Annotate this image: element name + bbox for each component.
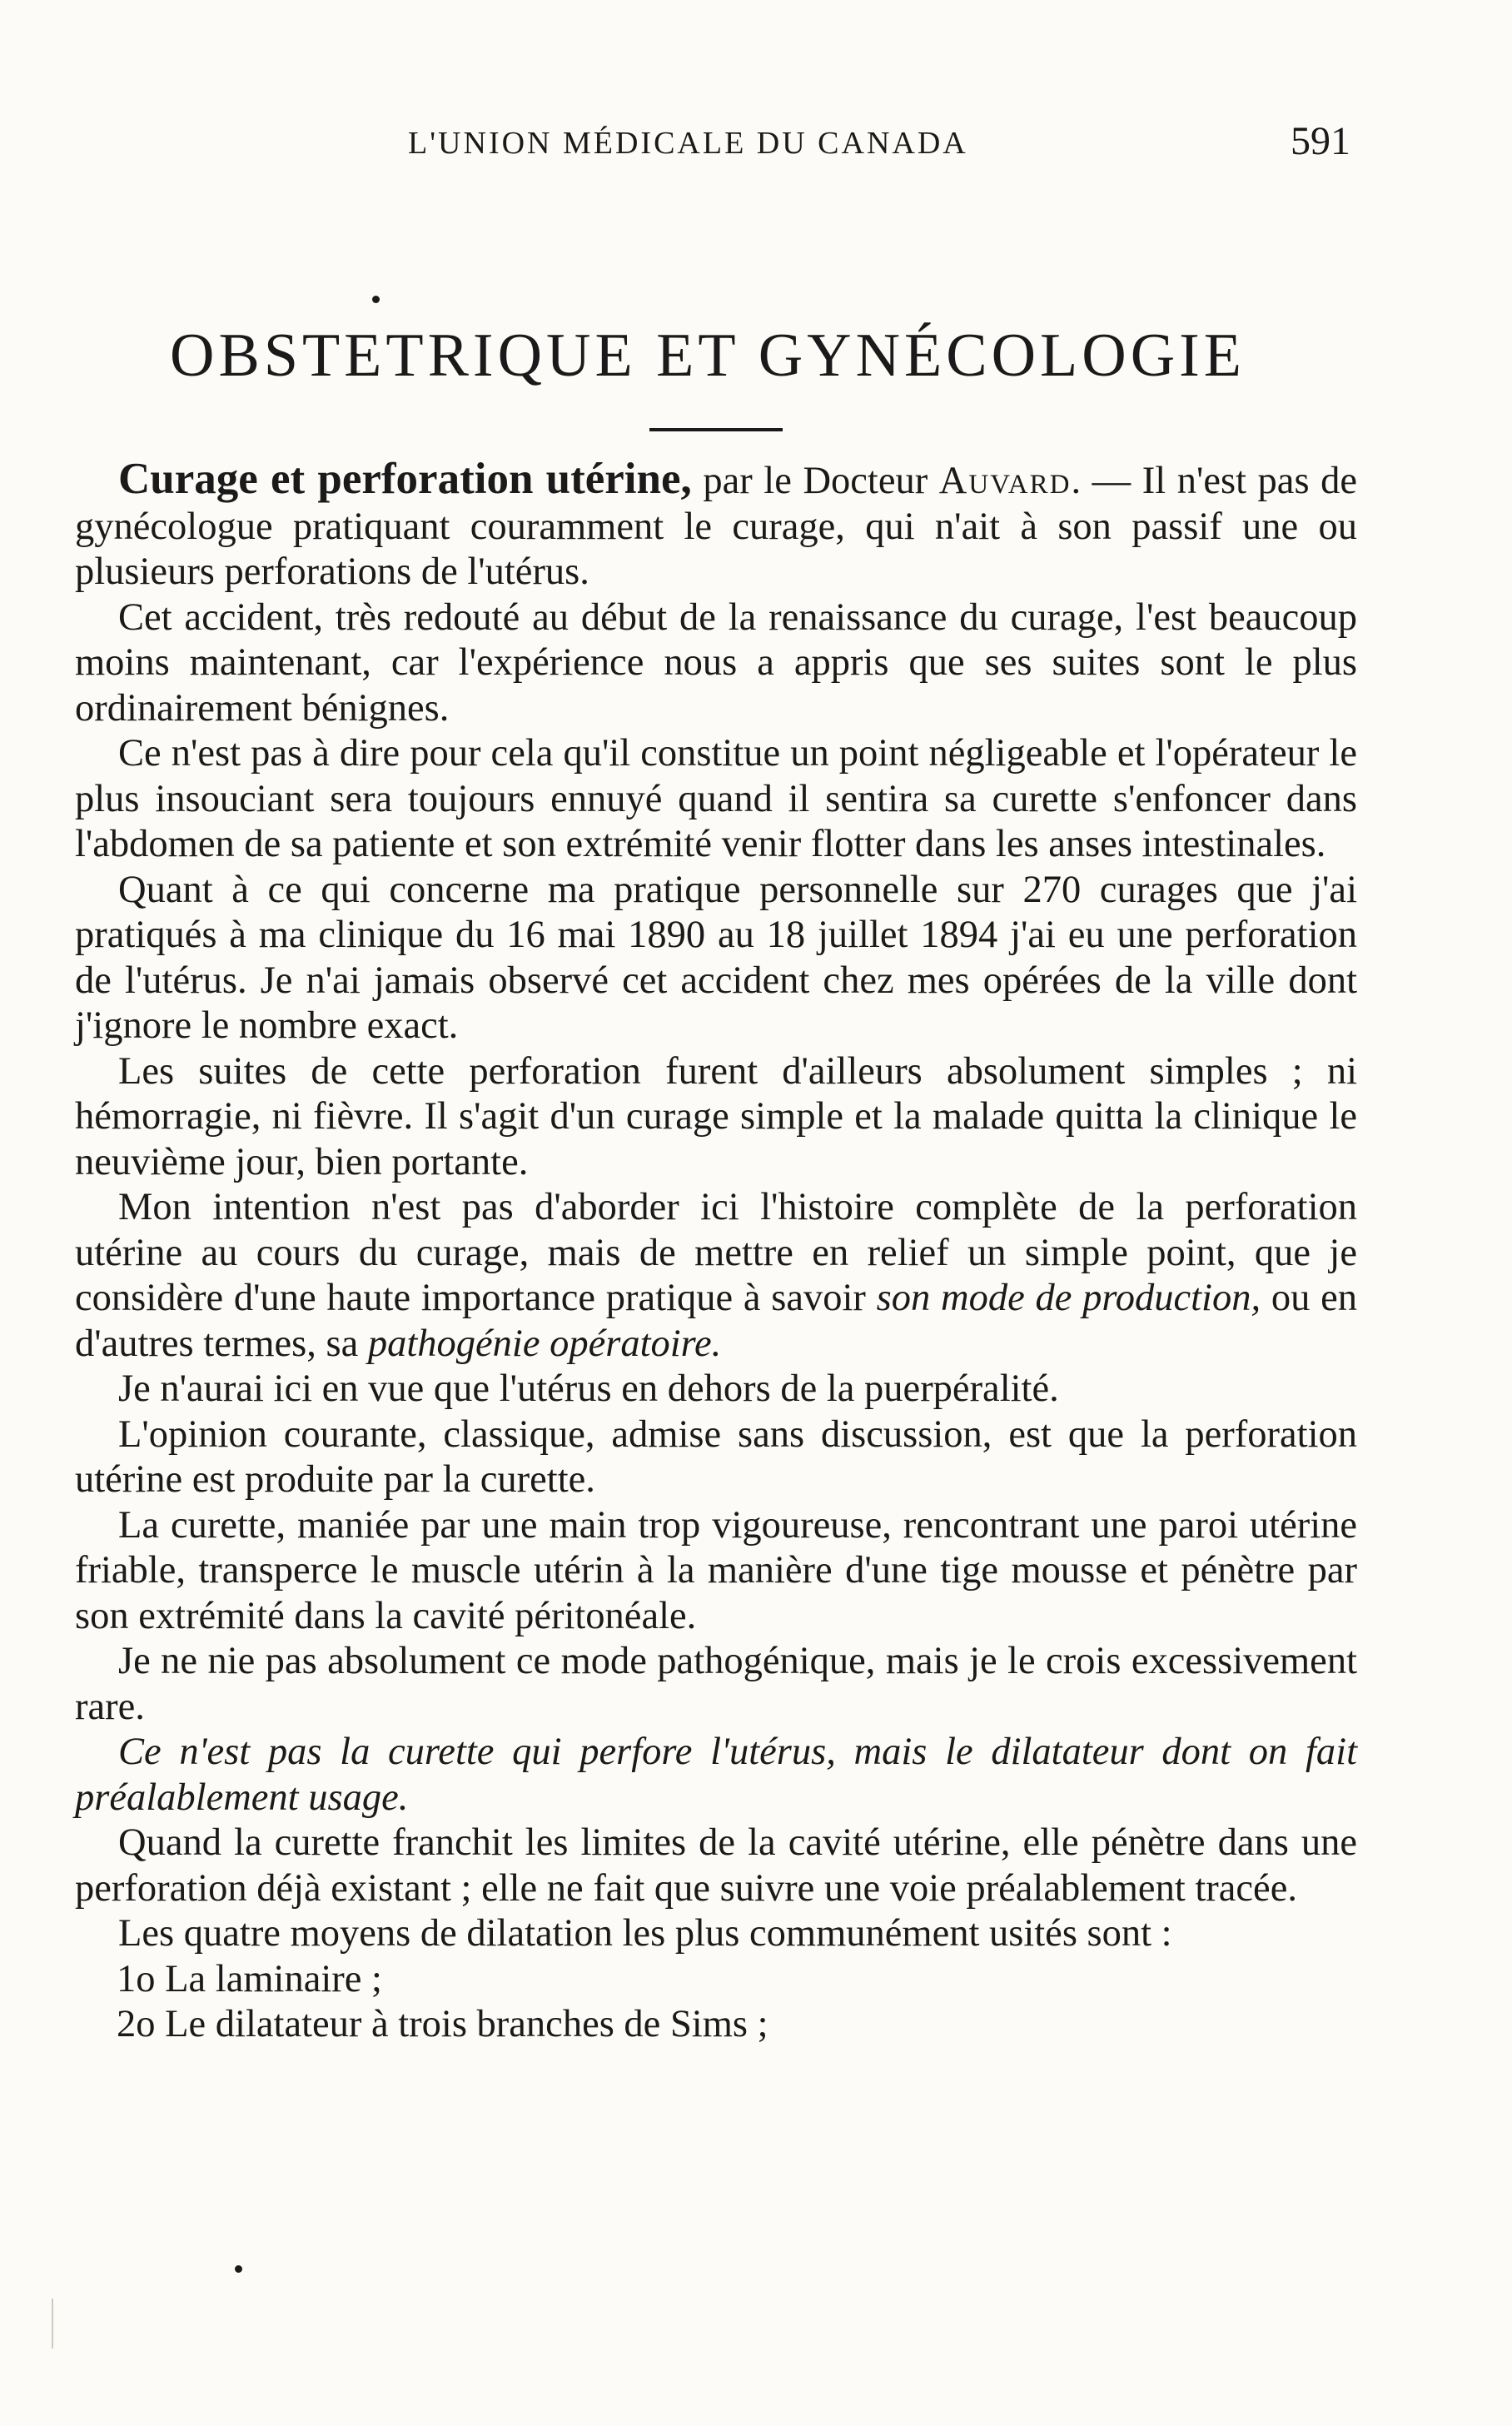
paragraph: Je n'aurai ici en vue que l'utérus en dehors de la puerpéralité.: [118, 1367, 1059, 1410]
emphasis-text: pathogénie opératoire.: [367, 1322, 722, 1365]
byline-prefix: par le Docteur: [703, 460, 928, 502]
article-title: Curage et perforation utérine,: [118, 455, 692, 503]
paragraph: Quand la curette franchit les limites de la cavité utérine, elle pénètre dans une perforation déjà existant ; elle ne fait que suivre une voie préalablement tracée.: [75, 1821, 1357, 1910]
paragraph-italic: [75, 1730, 1357, 1821]
paragraph: [75, 1185, 1357, 1367]
page-edge-mark: [52, 2299, 53, 2349]
paragraph: Ce n'est pas à dire pour cela qu'il constitue un point négligeable et l'opérateur le plus insouciant sera toujours ennuyé quand il sentira sa curette s'enfoncer dans l'abdomen de sa patiente et son extrémité venir flotter dans les anses intestinales.: [75, 732, 1357, 865]
paragraph-text: Mon intention n'est pas d'aborder ici l'histoire complète de la perforation utérine au cours du curage, mais de mettre en relief un simple point, que je considère d'une haute importance pratique à savoir: [75, 1186, 1357, 1319]
paragraph-lead: [75, 456, 1357, 595]
title-rule: [649, 428, 783, 431]
ink-speck: [372, 296, 380, 303]
lead-text: . — Il n'est pas de gynécologue pratiquant couramment le curage, qui n'ait à son passif une ou plusieurs perforations de l'utérus.: [75, 460, 1358, 593]
article-author: Auvard: [938, 460, 1072, 502]
emphasis-text: Ce n'est pas la curette qui perfore l'utérus, mais le dilatateur dont on fait préalablement usage.: [75, 1731, 1357, 1819]
emphasis-text: son mode de production,: [876, 1277, 1261, 1319]
paragraph: L'opinion courante, classique, admise sans discussion, est que la perforation utérine est produite par la curette.: [75, 1412, 1357, 1501]
article-body: [75, 456, 1357, 2048]
page-number: 591: [1291, 119, 1350, 163]
paragraph: Les quatre moyens de dilatation les plus communément usités sont :: [118, 1912, 1172, 1955]
section-title: OBSTETRIQUE ET GYNÉCOLOGIE: [170, 321, 1246, 390]
paragraph-text: ou en d'autres termes, sa: [75, 1277, 1357, 1365]
paragraph: Cet accident, très redouté au début de la renaissance du curage, l'est beaucoup moins maintenant, car l'expérience nous a appris que ses suites sont le plus ordinairement bénignes.: [75, 595, 1357, 730]
paragraph: Quant à ce qui concerne ma pratique personnelle sur 270 curages que j'ai pratiqués à ma clinique du 16 mai 1890 au 18 juillet 1894 j'ai eu une perforation de l'utérus. Je n'ai jamais observé cet accident chez mes opérées de la ville dont j'ignore le nombre exact.: [75, 868, 1357, 1047]
ink-speck: [235, 2265, 242, 2273]
paragraph: La curette, maniée par une main trop vigoureuse, rencontrant une paroi utérine friable, transperce le muscle utérin à la manière d'une tige mousse et pénètre par son extrémité dans la cavité péritonéale.: [75, 1503, 1357, 1637]
paragraph: Les suites de cette perforation furent d'ailleurs absolument simples ; ni hémorragie, ni fièvre. Il s'agit d'un curage simple et la malade quitta la clinique le neuvième jour, bien portante.: [75, 1049, 1357, 1183]
paragraph: Je ne nie pas absolument ce mode pathogénique, mais je le crois excessivement rare.: [75, 1640, 1357, 1728]
list-item: 1o La laminaire ;: [117, 1957, 382, 2000]
running-head: L'UNION MÉDICALE DU CANADA: [408, 126, 968, 161]
list-item: 2o Le dilatateur à trois branches de Sims ;: [117, 2003, 768, 2045]
